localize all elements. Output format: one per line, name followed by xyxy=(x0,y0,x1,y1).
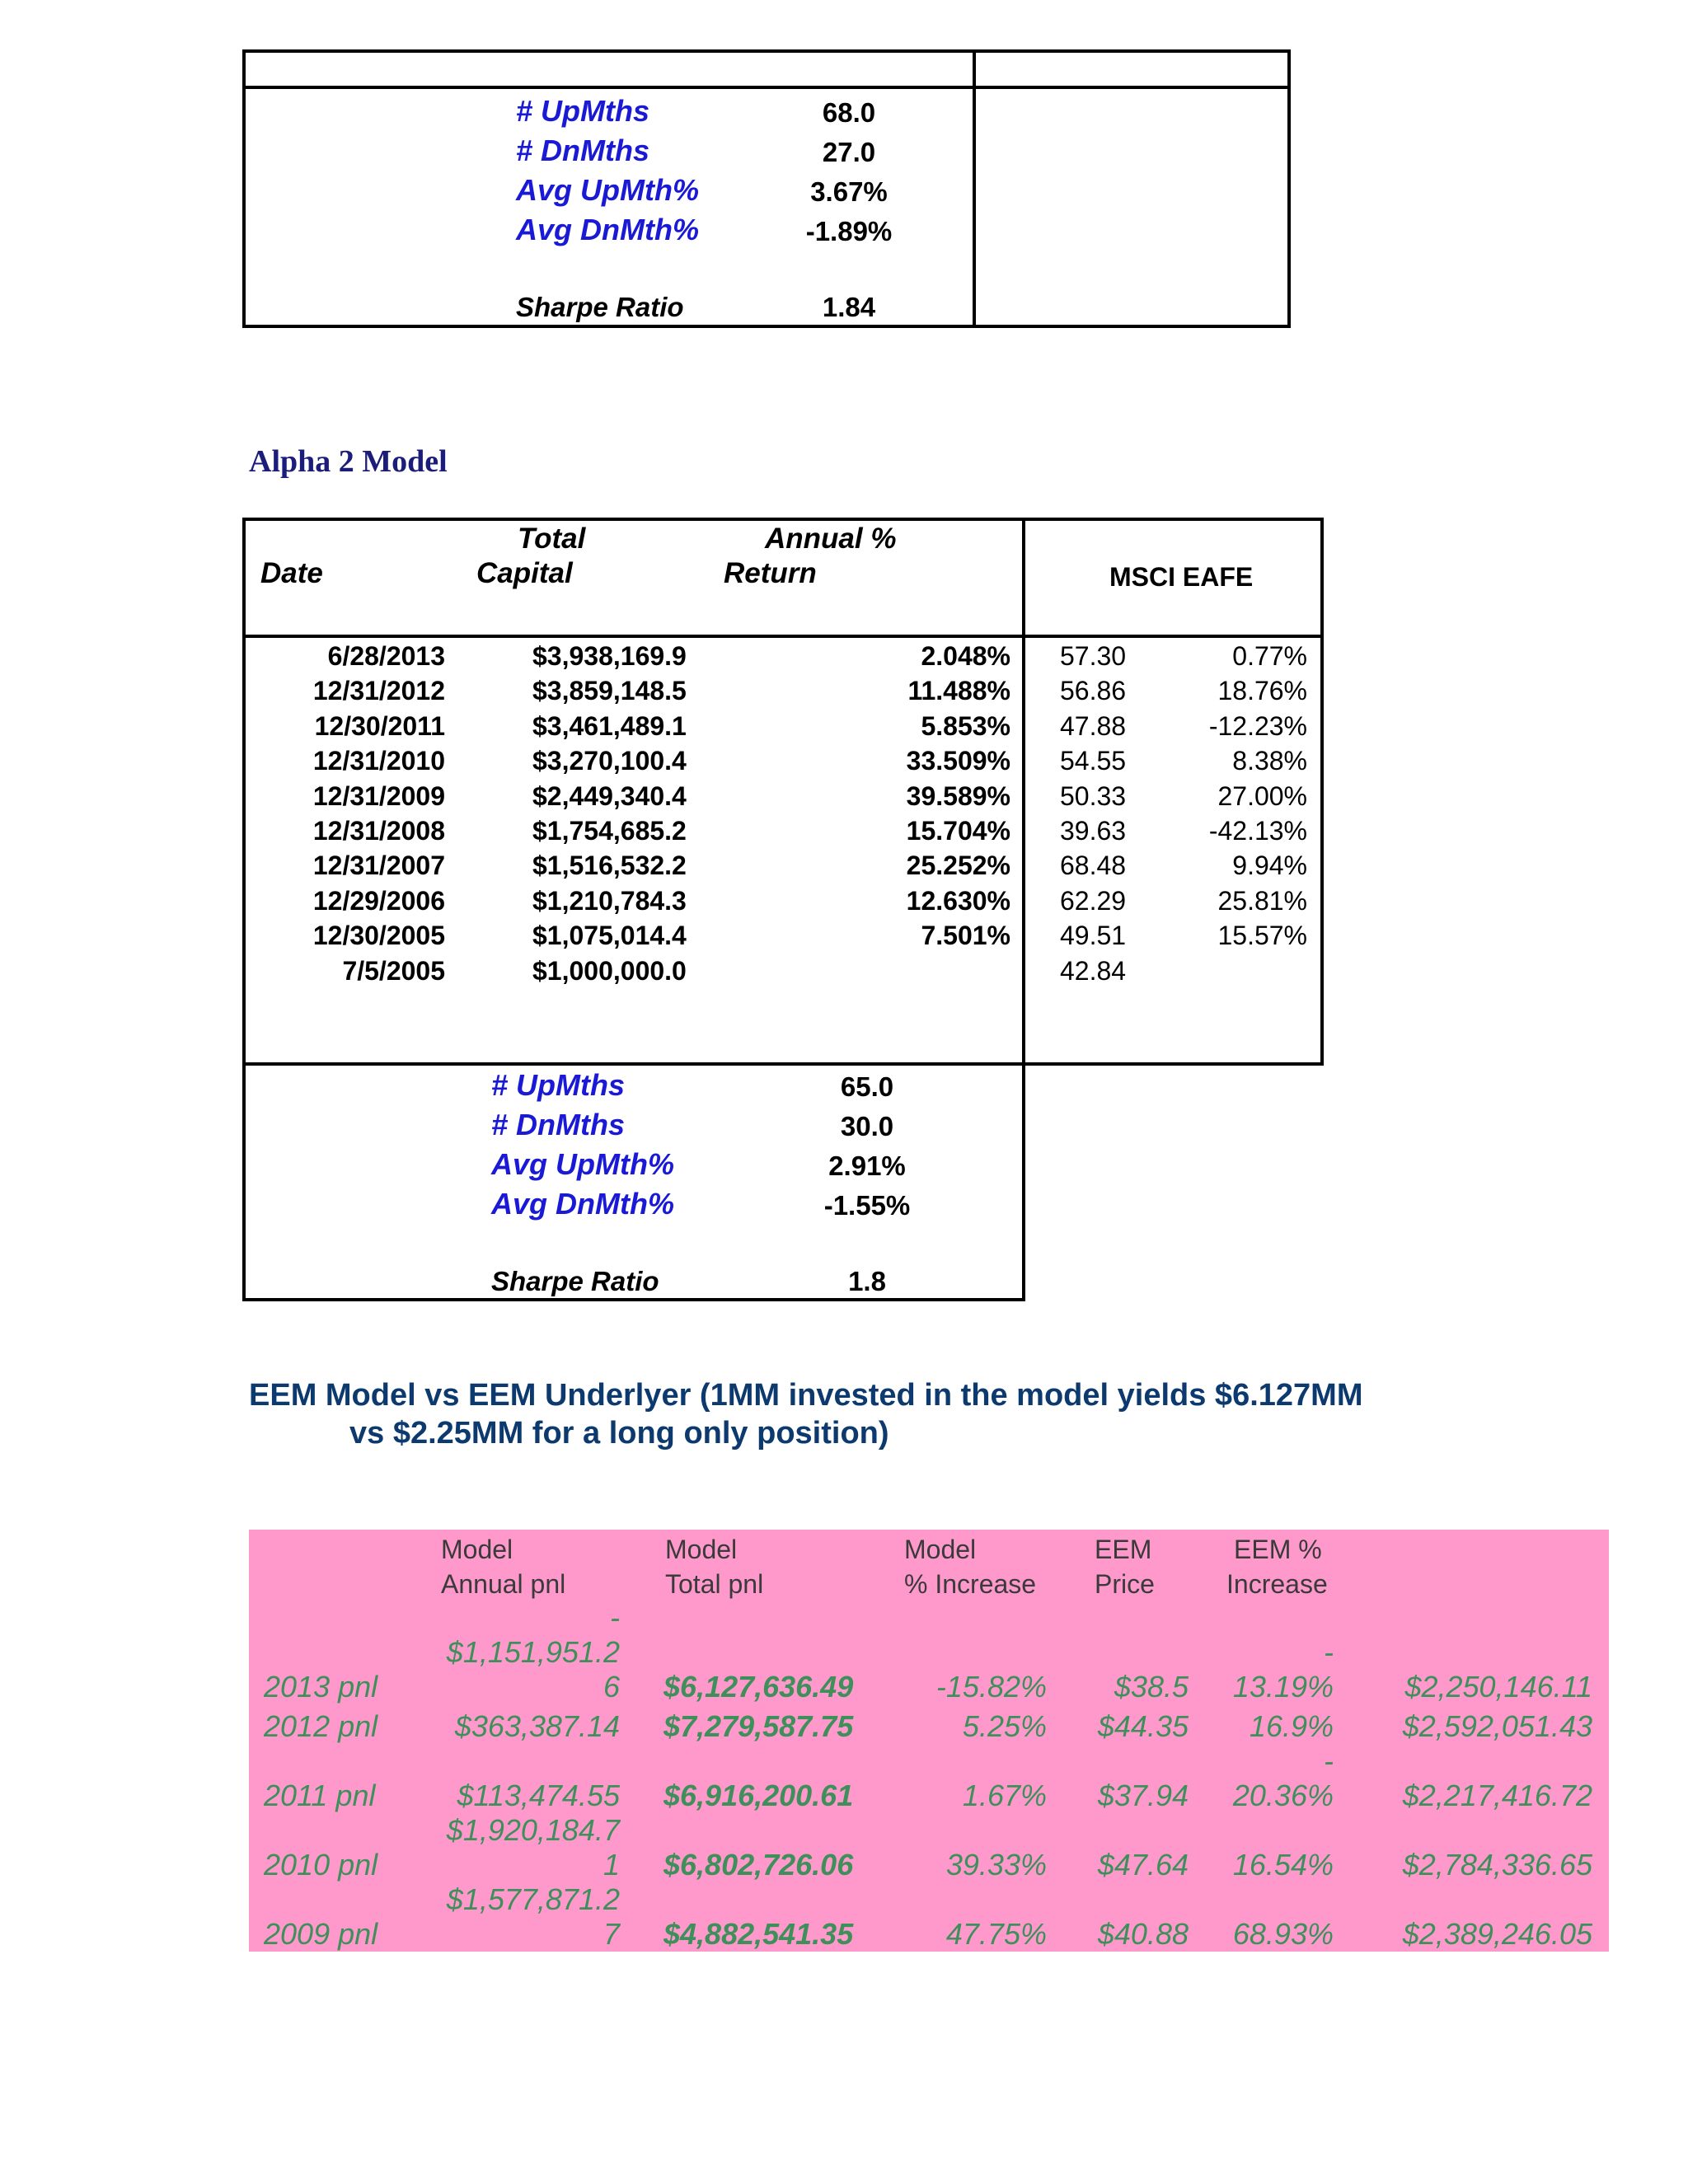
row-capital: $3,938,169.9 xyxy=(532,641,687,671)
row-return: 7.501% xyxy=(921,921,1010,950)
alpha2-header-return: Return xyxy=(724,557,817,589)
row-msci: 57.30 xyxy=(1060,641,1127,671)
alpha2-msci-divider xyxy=(1022,518,1025,1066)
row-msci: 68.48 xyxy=(1060,851,1127,880)
alpha2-title: Alpha 2 Model xyxy=(249,444,448,479)
row-msci-pct: 15.57% xyxy=(1217,921,1307,950)
row-msci-pct: -12.23% xyxy=(1208,711,1307,741)
row-total-pnl: $6,802,726.06 xyxy=(663,1848,854,1882)
row-long-value: $2,217,416.72 xyxy=(1402,1779,1592,1812)
row-msci-pct: -42.13% xyxy=(1208,816,1307,846)
row-capital: $1,000,000.0 xyxy=(532,956,687,986)
alpha2-sharpe-label: Sharpe Ratio xyxy=(491,1266,659,1296)
top-sharpe-label: Sharpe Ratio xyxy=(516,292,684,322)
row-long-value: $2,389,246.05 xyxy=(1402,1917,1592,1951)
row-date: 12/30/2005 xyxy=(312,921,445,950)
row-msci: 47.88 xyxy=(1060,711,1127,741)
row-msci-pct: 9.94% xyxy=(1232,851,1307,880)
eem-header: Total pnl xyxy=(665,1569,764,1599)
eem-header: Increase xyxy=(1226,1569,1328,1599)
top-stat-value: 3.67% xyxy=(810,176,888,207)
row-msci-pct: 18.76% xyxy=(1217,676,1307,705)
row-return: 25.252% xyxy=(906,851,1010,880)
row-total-pnl: $7,279,587.75 xyxy=(663,1709,854,1743)
row-eem-price: $37.94 xyxy=(1097,1779,1189,1812)
row-capital: $3,461,489.1 xyxy=(532,711,687,741)
eem-header: Price xyxy=(1095,1569,1155,1599)
alpha2-sharpe-value: 1.8 xyxy=(848,1266,886,1296)
row-capital: $3,270,100.4 xyxy=(532,746,687,776)
eem-header: EEM % xyxy=(1234,1535,1322,1564)
eem-header: % Increase xyxy=(904,1569,1037,1599)
row-date: 12/29/2006 xyxy=(312,886,445,916)
row-eem-pct: 20.36% xyxy=(1232,1779,1334,1812)
top-sharpe-value: 1.84 xyxy=(822,292,876,322)
row-pct-increase: -15.82% xyxy=(935,1670,1047,1704)
row-total-pnl: $6,127,636.49 xyxy=(663,1670,854,1704)
alpha2-stat-label: Avg UpMth% xyxy=(491,1147,674,1181)
row-return: 33.509% xyxy=(906,746,1010,776)
row-annual-pnl: 1 xyxy=(603,1848,620,1882)
row-date: 12/31/2007 xyxy=(312,851,445,880)
top-stats-column-divider xyxy=(973,49,976,328)
row-annual-pnl: $363,387.14 xyxy=(454,1709,620,1743)
row-capital: $1,210,784.3 xyxy=(532,886,687,916)
top-stat-label: Avg UpMth% xyxy=(516,173,699,207)
row-msci: 62.29 xyxy=(1060,886,1127,916)
row-label: 2011 pnl xyxy=(264,1779,376,1812)
row-msci-pct: 0.77% xyxy=(1232,641,1307,671)
row-msci-pct: 25.81% xyxy=(1217,886,1307,916)
row-capital: $1,075,014.4 xyxy=(532,921,687,950)
row-eem-price: $38.5 xyxy=(1114,1670,1189,1704)
row-eem-pct: 68.93% xyxy=(1232,1917,1334,1951)
eem-header: Model xyxy=(904,1535,977,1564)
row-annual-pnl: 6 xyxy=(603,1670,620,1704)
eem-header: EEM xyxy=(1095,1535,1152,1564)
row-msci-pct: 27.00% xyxy=(1217,781,1307,811)
alpha2-header-msci: MSCI EAFE xyxy=(1109,562,1254,592)
row-pct-increase: 1.67% xyxy=(962,1779,1047,1812)
row-total-pnl: $6,916,200.61 xyxy=(663,1779,854,1812)
row-annual-pnl: $113,474.55 xyxy=(457,1779,620,1812)
row-date: 12/31/2008 xyxy=(312,816,445,846)
row-return: 5.853% xyxy=(921,711,1010,741)
row-label: 2013 pnl xyxy=(264,1670,378,1704)
row-capital: $1,754,685.2 xyxy=(532,816,687,846)
row-return: 15.704% xyxy=(906,816,1010,846)
row-date: 7/5/2005 xyxy=(342,956,445,986)
row-date: 12/30/2011 xyxy=(314,711,445,741)
row-return: 39.589% xyxy=(906,781,1010,811)
row-pct-increase: 47.75% xyxy=(945,1917,1047,1951)
row-msci: 49.51 xyxy=(1060,921,1127,950)
alpha2-stat-value: 2.91% xyxy=(828,1151,906,1181)
row-pct-increase: 5.25% xyxy=(962,1709,1047,1743)
row-eem-price: $47.64 xyxy=(1097,1848,1189,1882)
top-stat-value: 27.0 xyxy=(822,137,876,167)
row-eem-pct: 16.9% xyxy=(1249,1709,1334,1743)
alpha2-stat-value: 65.0 xyxy=(840,1071,894,1102)
eem-header: Annual pnl xyxy=(441,1569,566,1599)
alpha2-stat-label: # DnMths xyxy=(491,1108,625,1141)
alpha2-stat-label: # UpMths xyxy=(491,1068,625,1102)
alpha2-stat-value: -1.55% xyxy=(823,1190,911,1221)
row-msci: 42.84 xyxy=(1060,956,1127,986)
row-eem-price: $44.35 xyxy=(1097,1709,1189,1743)
row-date: 12/31/2009 xyxy=(312,781,445,811)
row-msci-pct: 8.38% xyxy=(1232,746,1307,776)
row-eem-pct: 16.54% xyxy=(1232,1848,1334,1882)
eem-title-line1: EEM Model vs EEM Underlyer (1MM invested in the model yields $6.127MM xyxy=(249,1378,1363,1413)
row-annual-pnl: $1,920,184.7 xyxy=(446,1813,620,1847)
alpha2-header-date: Date xyxy=(260,557,323,589)
row-msci: 39.63 xyxy=(1060,816,1127,846)
top-stat-label: Avg DnMth% xyxy=(516,213,699,246)
row-label: 2010 pnl xyxy=(264,1848,378,1882)
row-pct-increase: 39.33% xyxy=(945,1848,1047,1882)
row-date: 12/31/2010 xyxy=(312,746,445,776)
row-long-value: $2,250,146.11 xyxy=(1404,1670,1592,1704)
eem-header: Model xyxy=(441,1535,513,1564)
alpha2-stat-label: Avg DnMth% xyxy=(491,1187,674,1221)
row-msci: 54.55 xyxy=(1060,746,1127,776)
top-stat-label: # DnMths xyxy=(516,134,649,167)
top-stats-header-divider xyxy=(242,86,1291,89)
row-annual-pnl: 7 xyxy=(603,1917,620,1951)
alpha2-header-capital: Capital xyxy=(476,557,573,589)
row-return: 11.488% xyxy=(907,676,1010,705)
row-return: 12.630% xyxy=(906,886,1010,916)
eem-title-line2: vs $2.25MM for a long only position) xyxy=(349,1416,889,1451)
row-label: 2012 pnl xyxy=(264,1709,378,1743)
alpha2-stat-value: 30.0 xyxy=(840,1111,894,1141)
row-msci: 56.86 xyxy=(1060,676,1127,705)
row-eem-pct: - xyxy=(1324,1635,1334,1669)
row-eem-pct: 13.19% xyxy=(1232,1670,1334,1704)
top-stat-value: -1.89% xyxy=(805,216,893,246)
row-total-pnl: $4,882,541.35 xyxy=(663,1917,854,1951)
top-stat-label: # UpMths xyxy=(516,94,649,128)
row-capital: $1,516,532.2 xyxy=(532,851,687,880)
top-stat-value: 68.0 xyxy=(822,97,876,128)
row-date: 6/28/2013 xyxy=(327,641,445,671)
row-long-value: $2,784,336.65 xyxy=(1402,1848,1592,1882)
row-date: 12/31/2012 xyxy=(312,676,445,705)
row-return: 2.048% xyxy=(921,641,1010,671)
row-capital: $2,449,340.4 xyxy=(532,781,687,811)
row-capital: $3,859,148.5 xyxy=(532,676,687,705)
row-annual-pnl: $1,151,951.2 xyxy=(446,1635,620,1669)
alpha2-header-divider xyxy=(242,635,1324,638)
row-label: 2009 pnl xyxy=(264,1917,378,1951)
row-eem-pct: - xyxy=(1324,1744,1334,1778)
row-long-value: $2,592,051.43 xyxy=(1402,1709,1592,1743)
row-msci: 50.33 xyxy=(1060,781,1127,811)
row-annual-pnl: $1,577,871.2 xyxy=(446,1882,620,1916)
row-eem-price: $40.88 xyxy=(1097,1917,1189,1951)
row-annual-pnl: - xyxy=(610,1601,620,1634)
alpha2-header-total: Total xyxy=(518,523,586,555)
alpha2-header-annual: Annual % xyxy=(765,523,897,555)
eem-header: Model xyxy=(665,1535,738,1564)
